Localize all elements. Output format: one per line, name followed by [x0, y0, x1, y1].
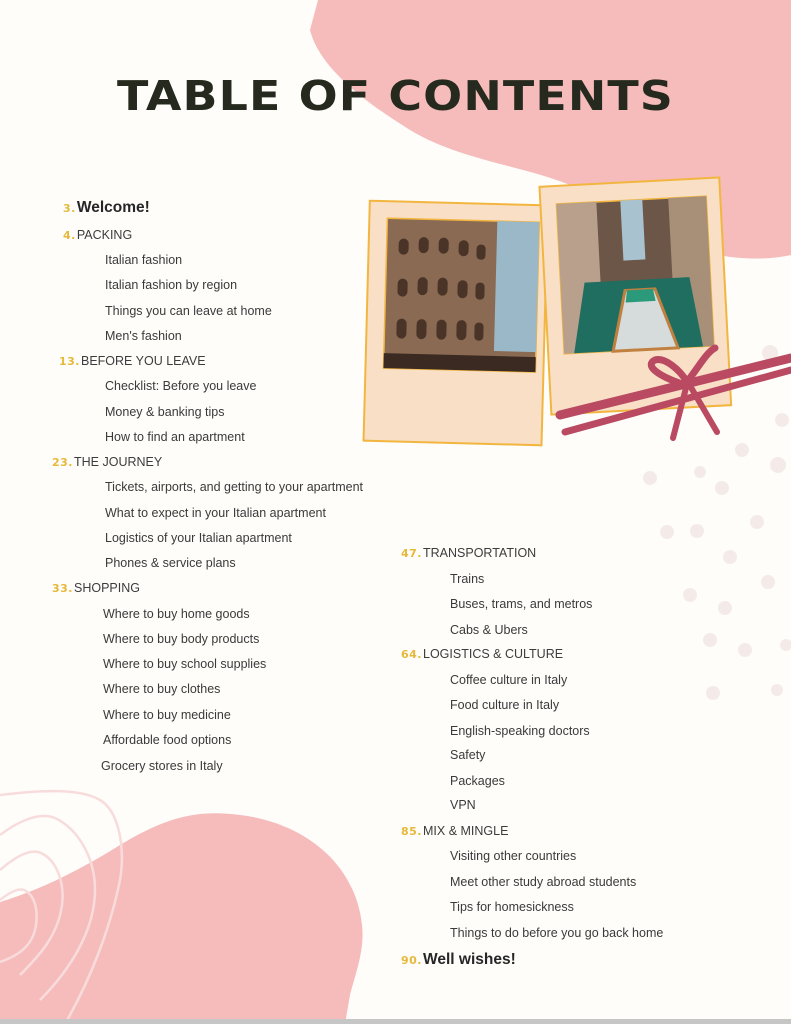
toc-subitem[interactable]: Safety [450, 748, 486, 762]
toc-subitem[interactable]: Things to do before you go back home [450, 926, 664, 940]
section-title: LOGISTICS & CULTURE [423, 647, 564, 661]
toc-subitem[interactable]: Packages [450, 774, 505, 788]
toc-entry-before-you-leave[interactable] [59, 354, 206, 368]
toc-subitem[interactable]: Italian fashion [105, 253, 183, 267]
page-title: TABLE OF CONTENTS [116, 72, 675, 120]
toc-subitem[interactable]: Men's fashion [105, 329, 182, 343]
toc-subitem[interactable]: Cabs & Ubers [450, 623, 528, 637]
toc-entry-welcome[interactable] [63, 199, 150, 217]
page-number: 23. [52, 456, 73, 469]
section-title: Welcome! [76, 199, 150, 216]
toc-subitem[interactable]: Checklist: Before you leave [105, 379, 257, 393]
section-title: MIX & MINGLE [423, 824, 509, 838]
toc-subitem[interactable]: Where to buy home goods [103, 607, 250, 621]
toc-entry-logistics-culture[interactable] [401, 647, 563, 661]
toc-entry-packing[interactable] [63, 228, 132, 242]
toc-subitem[interactable]: Where to buy clothes [103, 682, 221, 696]
toc-subitem[interactable]: Grocery stores in Italy [101, 759, 223, 773]
page-number: 4. [63, 229, 76, 242]
section-title: THE JOURNEY [74, 455, 163, 469]
bottom-scroll-edge [0, 1019, 791, 1024]
toc-subitem[interactable]: Things you can leave at home [105, 304, 272, 318]
toc-entry-shopping[interactable] [52, 581, 140, 595]
toc-subitem[interactable]: English-speaking doctors [450, 724, 590, 738]
toc-subitem[interactable]: Where to buy school supplies [103, 657, 267, 671]
toc-subitem[interactable]: Trains [450, 572, 485, 586]
toc-subitem[interactable]: What to expect in your Italian apartment [105, 506, 326, 520]
toc-subitem[interactable]: Coffee culture in Italy [450, 673, 568, 687]
toc-subitem[interactable]: Visiting other countries [450, 849, 577, 863]
page-number: 64. [401, 648, 422, 661]
toc-subitem[interactable]: How to find an apartment [105, 430, 245, 444]
page-number: 90. [401, 954, 422, 967]
toc-entry-well-wishes[interactable] [401, 951, 516, 969]
bottom-left-pink-blob [0, 813, 363, 1024]
toc-subitem[interactable]: Logistics of your Italian apartment [105, 531, 292, 545]
toc-subitem[interactable]: Phones & service plans [105, 556, 236, 570]
toc-subitem[interactable]: Where to buy medicine [103, 708, 231, 722]
page-number: 47. [401, 547, 422, 560]
toc-entry-mix-mingle[interactable] [401, 824, 508, 838]
section-title: BEFORE YOU LEAVE [81, 354, 206, 368]
section-title: Well wishes! [423, 951, 516, 968]
polaroid-left [364, 201, 548, 446]
toc-subitem[interactable]: VPN [450, 798, 476, 812]
toc-entry-transportation[interactable] [401, 546, 536, 560]
toc-subitem[interactable]: Tickets, airports, and getting to your apartment [105, 480, 363, 494]
toc-subitem[interactable]: Affordable food options [103, 733, 232, 747]
page-number: 85. [401, 825, 422, 838]
section-title: TRANSPORTATION [423, 546, 537, 560]
toc-subitem[interactable]: Money & banking tips [105, 405, 225, 419]
toc-subitem[interactable]: Meet other study abroad students [450, 875, 637, 889]
page-number: 3. [63, 202, 76, 215]
page-number: 33. [52, 582, 73, 595]
toc-subitem[interactable]: Food culture in Italy [450, 698, 560, 712]
polaroid-photos [355, 170, 791, 460]
page-number: 13. [59, 355, 80, 368]
toc-entry-the-journey[interactable] [52, 455, 162, 469]
section-title: SHOPPING [74, 581, 140, 595]
toc-subitem[interactable]: Where to buy body products [103, 632, 260, 646]
section-title: PACKING [76, 228, 133, 242]
toc-subitem[interactable]: Buses, trams, and metros [450, 597, 593, 611]
toc-subitem[interactable]: Tips for homesickness [450, 900, 574, 914]
toc-subitem[interactable]: Italian fashion by region [105, 278, 238, 292]
